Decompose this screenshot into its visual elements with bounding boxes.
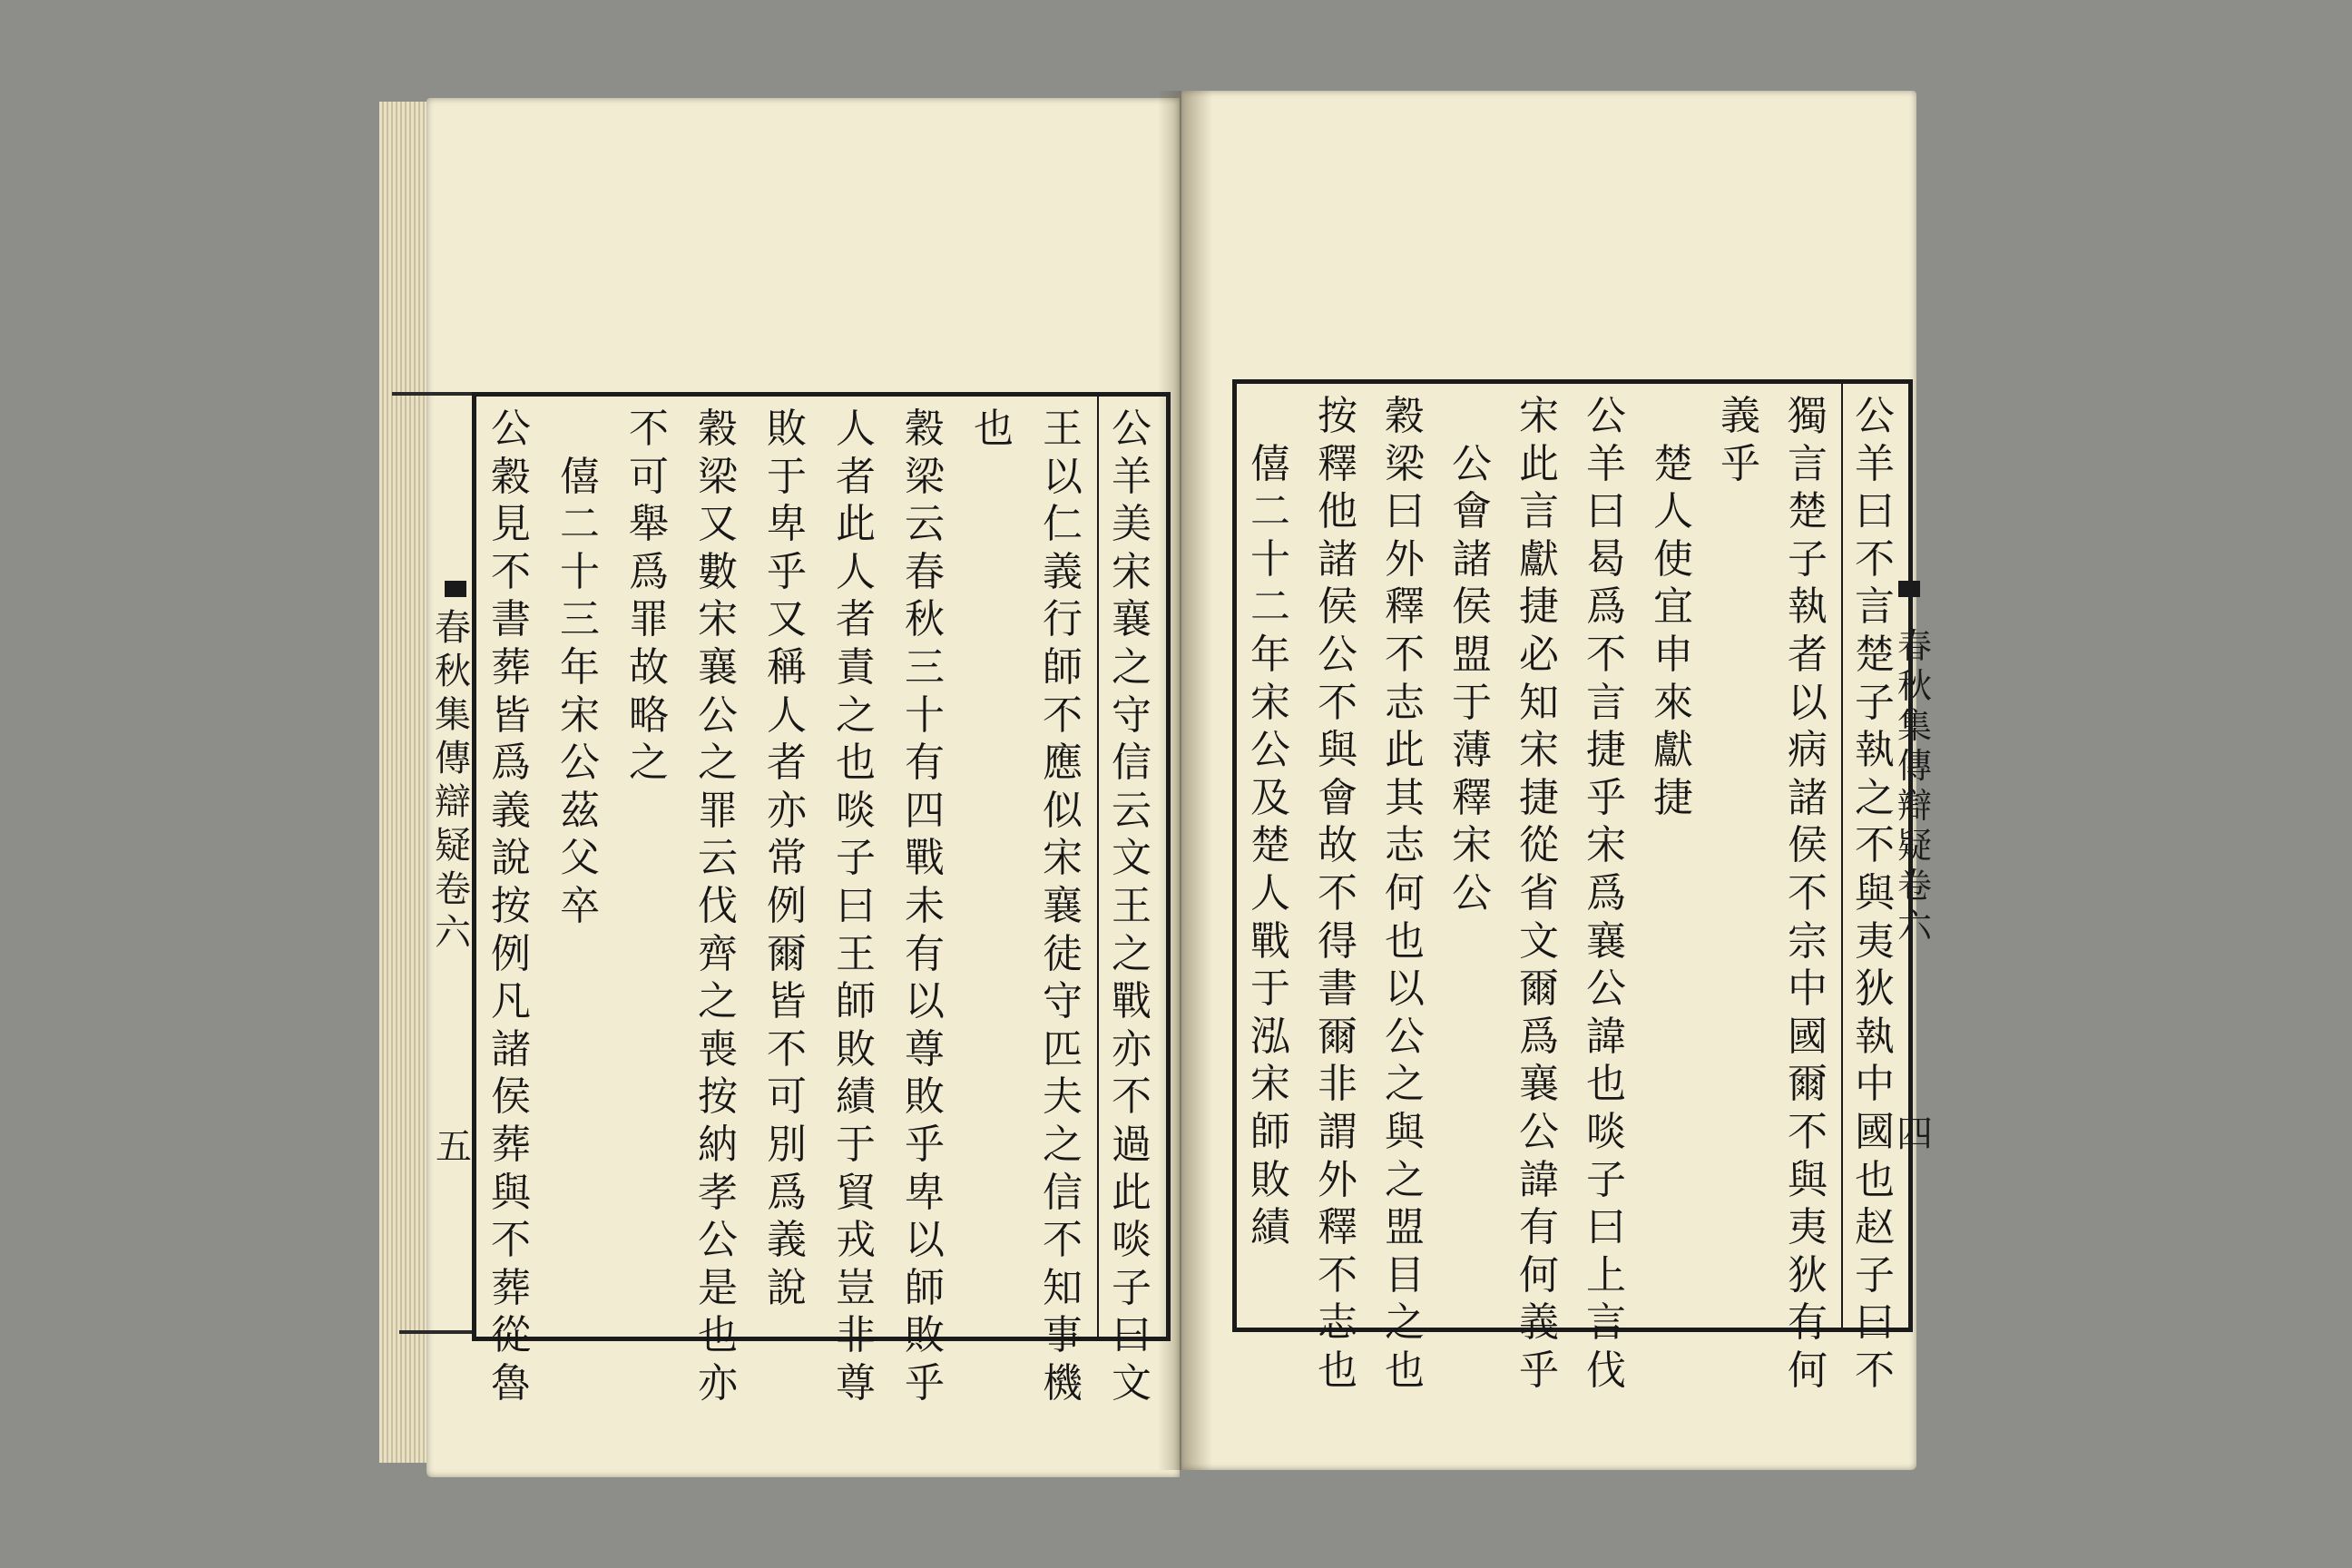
edge-rule-bottom bbox=[399, 1330, 472, 1334]
text-column: 穀 梁 又 數 宋 襄 公 之 罪 云 伐 齊 之 喪 按 納 孝 公 是 也 亦 bbox=[698, 406, 738, 1406]
text-column: 僖 二 十 三 年 宋 公 茲 父 卒 bbox=[560, 453, 600, 929]
page-edges bbox=[379, 102, 434, 1463]
text-column: 公 羊 美 宋 襄 之 守 信 云 文 王 之 戰 亦 不 過 此 啖 子 曰 文 bbox=[1112, 406, 1152, 1406]
text-column: 僖 二 十 二 年 宋 公 及 楚 人 戰 于 泓 宋 師 敗 績 bbox=[1250, 440, 1290, 1251]
column-rule bbox=[1097, 397, 1099, 1337]
text-column: 王 以 仁 義 行 師 不 應 似 宋 襄 徒 守 匹 夫 之 信 不 知 事 機 bbox=[1043, 406, 1083, 1406]
text-column: 也 bbox=[974, 406, 1014, 452]
right-text-frame bbox=[1232, 379, 1913, 1394]
text-column: 義 乎 bbox=[1720, 393, 1760, 487]
right-margin-title: 春 秋 集 傳 辯 疑 卷 六 bbox=[1896, 626, 1932, 946]
text-column: 公 會 諸 侯 盟 于 薄 釋 宋 公 bbox=[1452, 440, 1492, 916]
edge-rule-top bbox=[392, 392, 472, 396]
text-column: 不 可 舉 爲 罪 故 略 之 bbox=[629, 406, 669, 787]
left-margin-title: 春 秋 集 傳 辯 疑 卷 六 bbox=[435, 607, 471, 954]
text-column: 人 者 此 人 者 責 之 也 啖 子 曰 王 師 敗 績 于 貿 戎 豈 非 尊 bbox=[836, 406, 876, 1406]
column-rule bbox=[1841, 384, 1843, 1328]
right-page-number: 四 bbox=[1896, 1113, 1933, 1155]
text-column: 穀 梁 云 春 秋 三 十 有 四 戰 未 有 以 尊 敗 乎 卑 以 師 敗 乎 bbox=[905, 406, 945, 1406]
text-column: 獨 言 楚 子 執 者 以 病 諸 侯 不 宗 中 國 爾 不 與 夷 狄 有 何 bbox=[1788, 393, 1828, 1394]
text-column: 公 穀 見 不 書 葬 皆 爲 義 說 按 例 凡 諸 侯 葬 與 不 葬 從 魯 bbox=[491, 406, 531, 1406]
left-text-frame bbox=[472, 392, 1171, 1406]
fishtail-mark bbox=[445, 581, 466, 597]
text-column: 穀 梁 曰 外 釋 不 志 此 其 志 何 也 以 公 之 與 之 盟 目 之 也 bbox=[1385, 393, 1425, 1394]
text-column: 敗 于 卑 乎 又 稱 人 者 亦 常 例 爾 皆 不 可 別 爲 義 說 bbox=[767, 406, 807, 1311]
left-page-number: 五 bbox=[436, 1126, 472, 1168]
text-column: 按 釋 他 諸 侯 公 不 與 會 故 不 得 書 爾 非 謂 外 釋 不 志 也 bbox=[1318, 393, 1357, 1394]
text-column: 公 羊 曰 不 言 楚 子 執 之 不 與 夷 狄 執 中 國 也 赵 子 曰 不 bbox=[1855, 393, 1895, 1394]
text-column: 公 羊 曰 曷 爲 不 言 捷 乎 宋 爲 襄 公 諱 也 啖 子 曰 上 言 伐 bbox=[1586, 393, 1626, 1394]
text-column: 楚 人 使 宜 申 來 獻 捷 bbox=[1653, 440, 1693, 821]
text-column: 宋 此 言 獻 捷 必 知 宋 捷 從 省 文 爾 爲 襄 公 諱 有 何 義 乎 bbox=[1519, 393, 1559, 1394]
